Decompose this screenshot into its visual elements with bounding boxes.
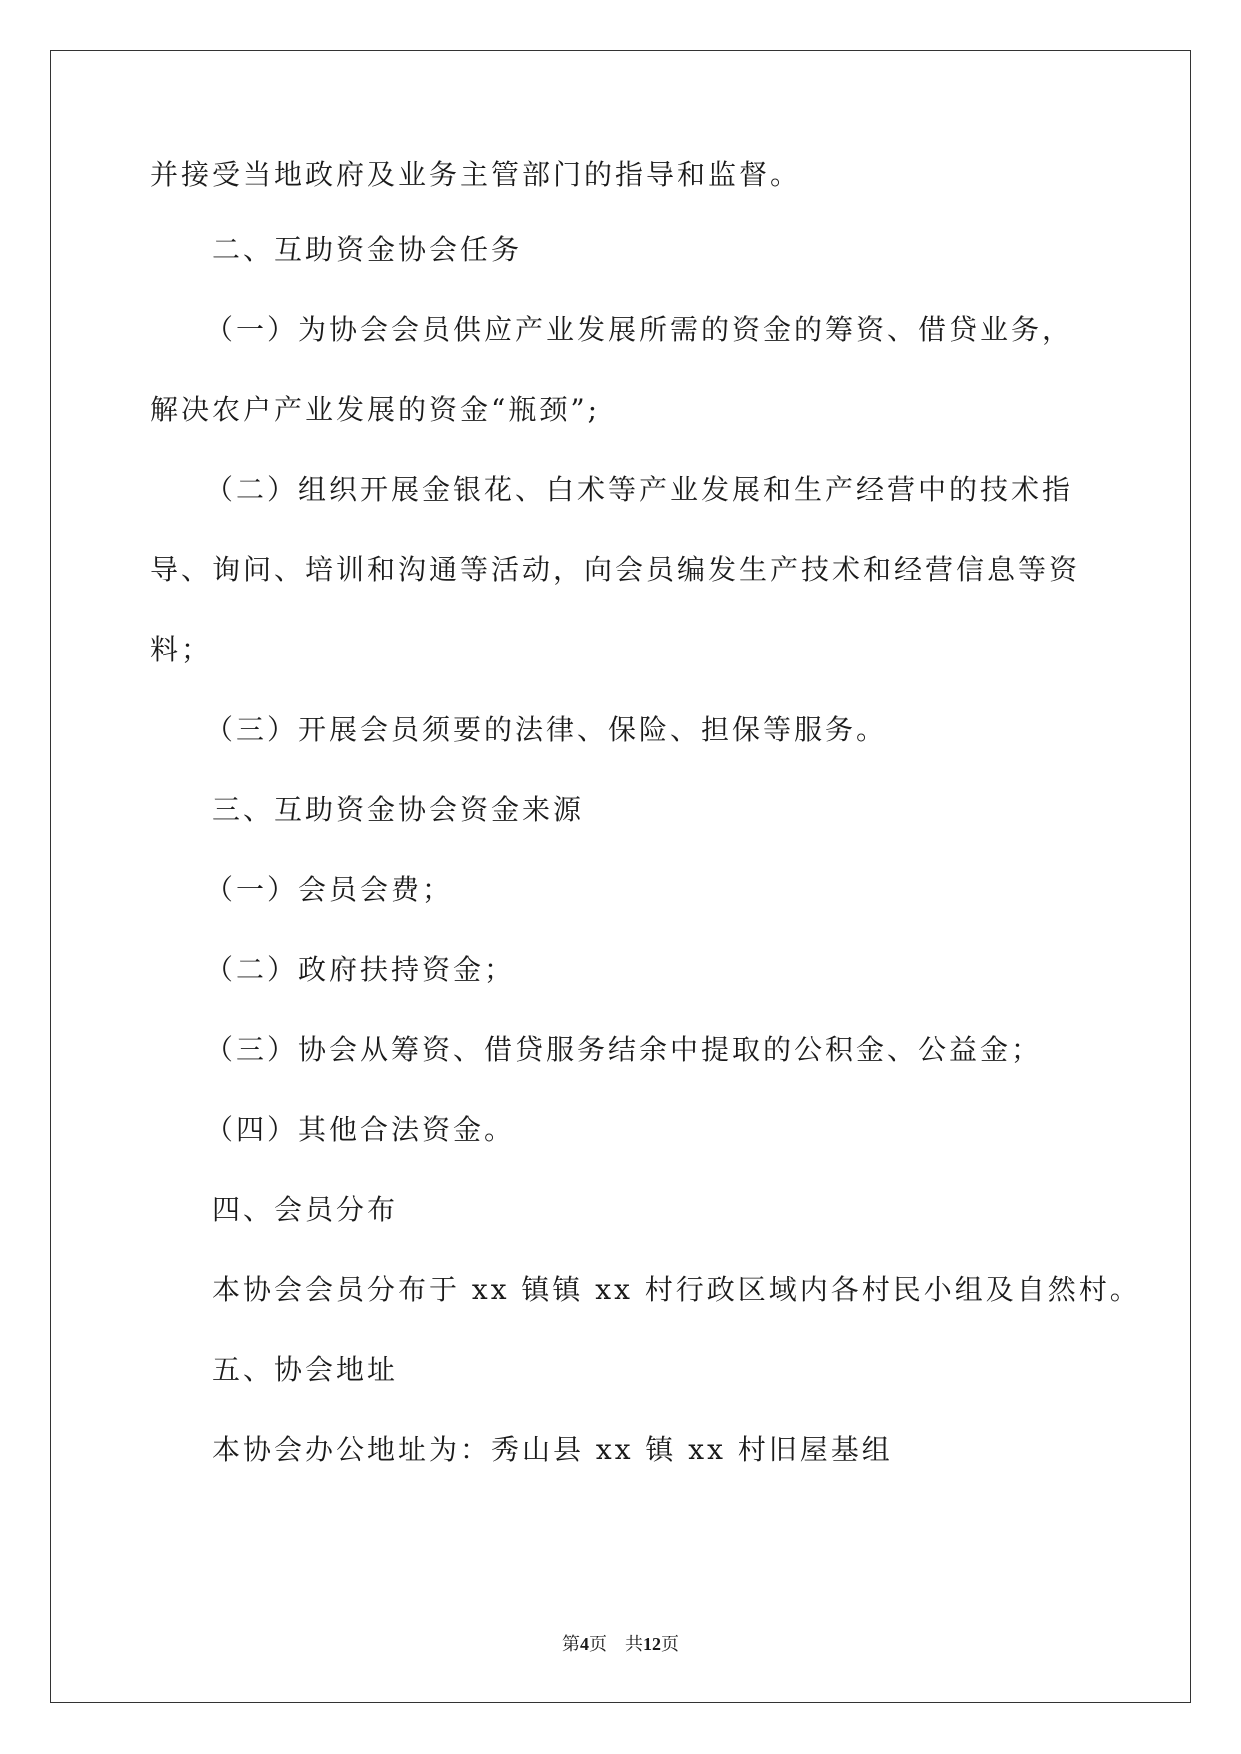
- total-suffix: 页: [661, 1634, 679, 1654]
- section-heading: 四、会员分布: [212, 1193, 399, 1226]
- text-line: 料；: [150, 633, 213, 666]
- text-line: （一）为协会会员供应产业发展所需的资金的筹资、借贷业务，: [205, 313, 1074, 346]
- page-number: 4: [580, 1634, 589, 1654]
- page-footer: [0, 1632, 1241, 1656]
- text-line: （三）协会从筹资、借贷服务结余中提取的公积金、公益金；: [205, 1033, 1043, 1066]
- text-line: （三）开展会员须要的法律、保险、担保等服务。: [205, 713, 888, 746]
- section-heading: 三、互助资金协会资金来源: [212, 793, 585, 826]
- total-prefix: 共: [625, 1634, 643, 1654]
- page-prefix: 第: [562, 1634, 580, 1654]
- text-line: （一）会员会费；: [205, 873, 454, 906]
- text-line: （二）政府扶持资金；: [205, 953, 516, 986]
- text-line: （四）其他合法资金。: [205, 1113, 516, 1146]
- section-heading: 五、协会地址: [212, 1353, 399, 1386]
- total-pages: 12: [643, 1634, 661, 1654]
- text-line: （二）组织开展金银花、白术等产业发展和生产经营中的技术指: [205, 473, 1074, 506]
- text-line: 解决农户产业发展的资金“瓶颈”;: [150, 393, 601, 426]
- page-suffix: 页: [589, 1634, 607, 1654]
- text-line: 导、询问、培训和沟通等活动，向会员编发生产技术和经营信息等资: [150, 553, 1081, 586]
- section-heading: 二、互助资金协会任务: [212, 233, 523, 266]
- text-line: 本协会会员分布于 xx 镇镇 xx 村行政区域内各村民小组及自然村。: [212, 1273, 1141, 1306]
- text-line: 本协会办公地址为：秀山县 xx 镇 xx 村旧屋基组: [212, 1433, 893, 1466]
- text-line: 并接受当地政府及业务主管部门的指导和监督。: [150, 158, 802, 191]
